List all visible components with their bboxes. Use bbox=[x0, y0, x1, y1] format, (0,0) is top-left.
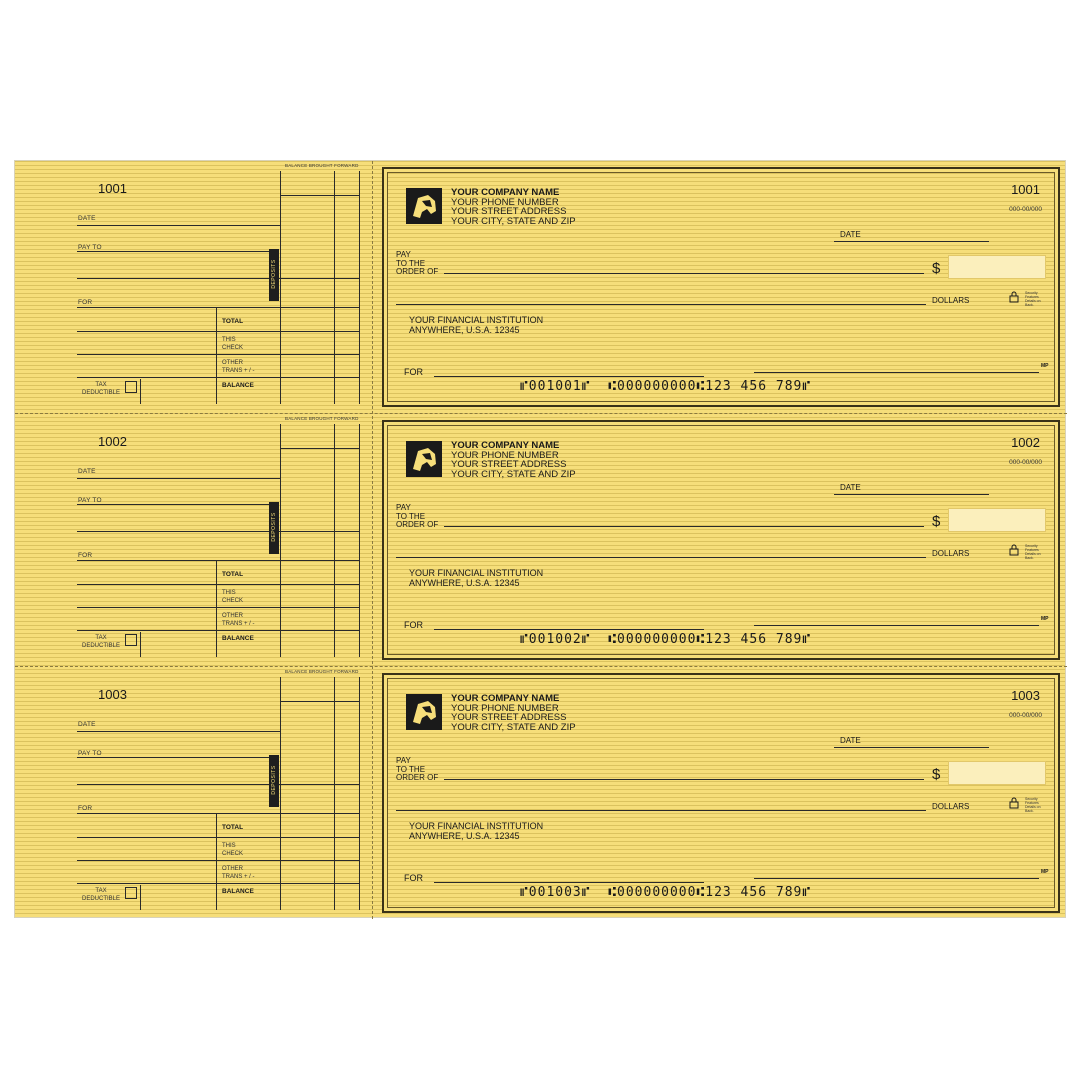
stub-column-rule bbox=[216, 560, 217, 657]
stub-other-trans-label: OTHER TRANS + / - bbox=[222, 866, 255, 880]
stub-this-check-label: THIS CHECK bbox=[222, 337, 244, 351]
stub-date-label: DATE bbox=[78, 468, 96, 475]
stub-tax-deductible-label: TAX DEDUCTIBLE bbox=[81, 382, 120, 396]
stub-pay-to-line bbox=[77, 504, 270, 505]
written-amount-line bbox=[396, 557, 926, 558]
stub-pay-to-label: PAY TO bbox=[78, 750, 102, 757]
company-city: YOUR CITY, STATE AND ZIP bbox=[451, 721, 576, 733]
micr-line: ⑈001002⑈ ⑆000000000⑆123 456 789⑈ bbox=[520, 632, 812, 647]
bank-block bbox=[409, 568, 543, 588]
padlock-icon bbox=[1008, 291, 1020, 303]
stub-column-rule bbox=[280, 171, 281, 404]
payee-line bbox=[444, 273, 924, 274]
stub-check-number: 1002 bbox=[98, 434, 127, 449]
stub-rule bbox=[280, 701, 359, 702]
bank-name: YOUR FINANCIAL INSTITUTION bbox=[409, 568, 544, 578]
stub-this-check-label: THIS CHECK bbox=[222, 843, 244, 857]
mp-mark: MP bbox=[1041, 616, 1049, 622]
stub-pay-to-label: PAY TO bbox=[78, 497, 102, 504]
pay-to-order-label: PAY TO THE ORDER OF bbox=[396, 503, 439, 529]
stub-date-label: DATE bbox=[78, 215, 96, 222]
company-name: YOUR COMPANY NAME bbox=[451, 187, 560, 198]
stub-column-rule bbox=[334, 171, 335, 404]
bank-name: YOUR FINANCIAL INSTITUTION bbox=[409, 315, 544, 325]
payee-line bbox=[444, 526, 924, 527]
amount-box[interactable] bbox=[948, 508, 1046, 532]
micr-line: ⑈001001⑈ ⑆000000000⑆123 456 789⑈ bbox=[520, 379, 812, 394]
memo-label: FOR bbox=[404, 620, 423, 630]
stub-rule bbox=[77, 784, 359, 785]
check-date-label: DATE bbox=[840, 230, 861, 239]
check bbox=[382, 167, 1060, 407]
stub-column-rule bbox=[140, 885, 141, 910]
check-stub bbox=[15, 667, 371, 920]
stub-for-line bbox=[77, 813, 359, 814]
padlock-icon bbox=[1008, 797, 1020, 809]
tax-deductible-checkbox[interactable] bbox=[125, 381, 137, 393]
check-row-1 bbox=[15, 161, 1067, 414]
company-city: YOUR CITY, STATE AND ZIP bbox=[451, 215, 576, 227]
company-street: YOUR STREET ADDRESS bbox=[451, 206, 567, 217]
written-amount-line bbox=[396, 810, 926, 811]
stub-other-trans-label: OTHER TRANS + / - bbox=[222, 613, 255, 627]
stub-pay-to-line bbox=[77, 251, 270, 252]
stub-column-rule bbox=[280, 677, 281, 910]
stub-balance-label: BALANCE bbox=[222, 382, 254, 389]
stub-check-number: 1001 bbox=[98, 181, 127, 196]
payee-line bbox=[444, 779, 924, 780]
amount-box[interactable] bbox=[948, 761, 1046, 785]
stub-column-rule bbox=[334, 677, 335, 910]
check-stub bbox=[15, 414, 371, 667]
deposits-tab: DEPOSITS bbox=[269, 755, 279, 807]
bank-block bbox=[409, 315, 543, 335]
stub-total-label: TOTAL bbox=[222, 318, 244, 325]
signature-line bbox=[754, 372, 1039, 373]
dollar-sign: $ bbox=[932, 766, 941, 783]
security-features-note: Security Features Details on Back. bbox=[1025, 544, 1041, 560]
dollar-sign: $ bbox=[932, 513, 941, 530]
stub-for-label: FOR bbox=[78, 805, 93, 812]
pay-to-order-label: PAY TO THE ORDER OF bbox=[396, 250, 439, 276]
stub-date-label: DATE bbox=[78, 721, 96, 728]
stub-balance-label: BALANCE bbox=[222, 635, 254, 642]
bull-logo-icon bbox=[406, 441, 442, 477]
micr-line: ⑈001003⑈ ⑆000000000⑆123 456 789⑈ bbox=[520, 885, 812, 900]
stub-column-rule bbox=[280, 424, 281, 657]
stub-pay-to-line bbox=[77, 757, 270, 758]
check-row-2 bbox=[15, 414, 1067, 667]
routing-fraction: 000-00/000 bbox=[1009, 459, 1042, 466]
security-features-note: Security Features Details on Back. bbox=[1025, 797, 1041, 813]
stub-column-rule bbox=[359, 677, 360, 910]
bank-block bbox=[409, 821, 543, 841]
stub-column-rule bbox=[140, 632, 141, 657]
stub-column-rule bbox=[140, 379, 141, 404]
dollar-sign: $ bbox=[932, 260, 941, 277]
check-date-line bbox=[834, 241, 989, 242]
stub-for-line bbox=[77, 307, 359, 308]
stub-rule bbox=[77, 531, 359, 532]
stub-column-rule bbox=[216, 813, 217, 910]
stub-for-line bbox=[77, 560, 359, 561]
bank-city: ANYWHERE, U.S.A. 12345 bbox=[409, 578, 520, 588]
company-phone: YOUR PHONE NUMBER bbox=[451, 702, 559, 714]
stub-rule bbox=[77, 584, 359, 585]
check-number: 1003 bbox=[1011, 688, 1040, 703]
stub-rule bbox=[77, 860, 359, 861]
company-phone: YOUR PHONE NUMBER bbox=[451, 449, 559, 461]
check bbox=[382, 673, 1060, 913]
security-features-note: Security Features Details on Back. bbox=[1025, 291, 1041, 307]
company-block bbox=[451, 694, 576, 732]
mp-mark: MP bbox=[1041, 869, 1049, 875]
stub-for-label: FOR bbox=[78, 299, 93, 306]
stub-rule bbox=[77, 377, 359, 378]
deposits-tab: DEPOSITS bbox=[269, 249, 279, 301]
stub-check-number: 1003 bbox=[98, 687, 127, 702]
company-block bbox=[451, 188, 576, 226]
memo-line bbox=[434, 882, 704, 883]
check-date-line bbox=[834, 494, 989, 495]
signature-line bbox=[754, 878, 1039, 879]
stub-this-check-label: THIS CHECK bbox=[222, 590, 244, 604]
stub-total-label: TOTAL bbox=[222, 571, 244, 578]
bank-city: ANYWHERE, U.S.A. 12345 bbox=[409, 831, 520, 841]
stub-column-rule bbox=[216, 307, 217, 404]
company-street: YOUR STREET ADDRESS bbox=[451, 712, 567, 723]
stub-rule bbox=[280, 448, 359, 449]
stub-for-label: FOR bbox=[78, 552, 93, 559]
stub-other-trans-label: OTHER TRANS + / - bbox=[222, 360, 255, 374]
check-date-label: DATE bbox=[840, 736, 861, 745]
stub-rule bbox=[77, 883, 359, 884]
check-number: 1002 bbox=[1011, 435, 1040, 450]
check-date-line bbox=[834, 747, 989, 748]
stub-rule bbox=[77, 331, 359, 332]
tax-deductible-checkbox[interactable] bbox=[125, 887, 137, 899]
stub-date-line bbox=[77, 225, 280, 226]
stub-tax-deductible-label: TAX DEDUCTIBLE bbox=[81, 888, 120, 902]
company-street: YOUR STREET ADDRESS bbox=[451, 459, 567, 470]
memo-line bbox=[434, 376, 704, 377]
signature-line bbox=[754, 625, 1039, 626]
check-stub bbox=[15, 161, 371, 414]
dollars-label: DOLLARS bbox=[932, 296, 970, 305]
amount-box[interactable] bbox=[948, 255, 1046, 279]
memo-label: FOR bbox=[404, 873, 423, 883]
stub-rule bbox=[280, 195, 359, 196]
stub-rule bbox=[77, 278, 359, 279]
stub-rule bbox=[77, 837, 359, 838]
check bbox=[382, 420, 1060, 660]
stub-date-line bbox=[77, 731, 280, 732]
company-city: YOUR CITY, STATE AND ZIP bbox=[451, 468, 576, 480]
dollars-label: DOLLARS bbox=[932, 802, 970, 811]
company-phone: YOUR PHONE NUMBER bbox=[451, 196, 559, 208]
bull-logo-icon bbox=[406, 188, 442, 224]
stub-rule bbox=[77, 607, 359, 608]
balance-brought-forward-label: BALANCE BROUGHT FORWARD bbox=[285, 416, 359, 421]
stub-pay-to-label: PAY TO bbox=[78, 244, 102, 251]
mp-mark: MP bbox=[1041, 363, 1049, 369]
stub-tax-deductible-label: TAX DEDUCTIBLE bbox=[81, 635, 120, 649]
written-amount-line bbox=[396, 304, 926, 305]
stub-rule bbox=[77, 630, 359, 631]
memo-line bbox=[434, 629, 704, 630]
stub-balance-label: BALANCE bbox=[222, 888, 254, 895]
stub-rule bbox=[77, 354, 359, 355]
tax-deductible-checkbox[interactable] bbox=[125, 634, 137, 646]
stub-total-label: TOTAL bbox=[222, 824, 244, 831]
check-sheet bbox=[14, 160, 1066, 918]
routing-fraction: 000-00/000 bbox=[1009, 206, 1042, 213]
check-row-3 bbox=[15, 667, 1067, 920]
check-date-label: DATE bbox=[840, 483, 861, 492]
bull-logo-icon bbox=[406, 694, 442, 730]
check-number: 1001 bbox=[1011, 182, 1040, 197]
balance-brought-forward-label: BALANCE BROUGHT FORWARD bbox=[285, 669, 359, 674]
company-block bbox=[451, 441, 576, 479]
company-name: YOUR COMPANY NAME bbox=[451, 693, 560, 704]
dollars-label: DOLLARS bbox=[932, 549, 970, 558]
bank-city: ANYWHERE, U.S.A. 12345 bbox=[409, 325, 520, 335]
memo-label: FOR bbox=[404, 367, 423, 377]
stub-date-line bbox=[77, 478, 280, 479]
stub-column-rule bbox=[359, 424, 360, 657]
company-name: YOUR COMPANY NAME bbox=[451, 440, 560, 451]
pay-to-order-label: PAY TO THE ORDER OF bbox=[396, 756, 439, 782]
bank-name: YOUR FINANCIAL INSTITUTION bbox=[409, 821, 544, 831]
deposits-tab: DEPOSITS bbox=[269, 502, 279, 554]
balance-brought-forward-label: BALANCE BROUGHT FORWARD bbox=[285, 163, 359, 168]
stub-column-rule bbox=[359, 171, 360, 404]
stub-column-rule bbox=[334, 424, 335, 657]
padlock-icon bbox=[1008, 544, 1020, 556]
routing-fraction: 000-00/000 bbox=[1009, 712, 1042, 719]
